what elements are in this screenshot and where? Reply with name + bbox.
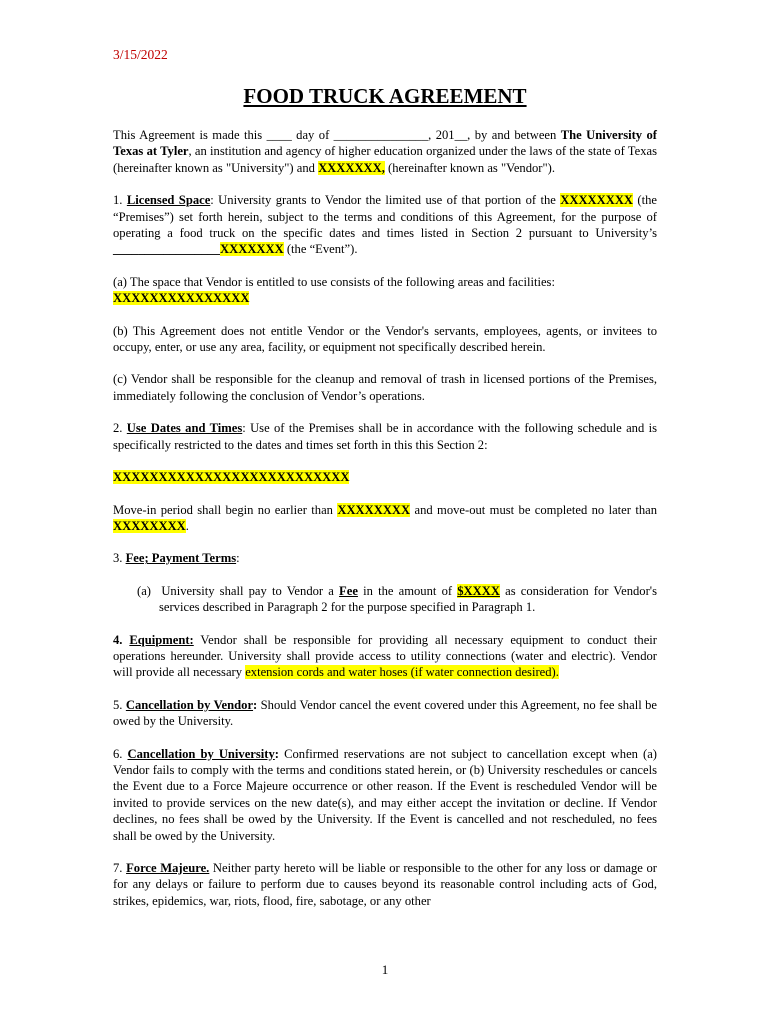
university-name: The University of Texas at Tyler xyxy=(113,128,657,159)
section-1a-text: (a) The space that Vendor is entitled to use consists of the following areas and facilities: xyxy=(113,274,555,289)
section-2-use-dates xyxy=(113,420,657,453)
section-1-text-2: (the “Premises”) set forth herein, subject to the terms and conditions of this Agreement, for the purpose of operating a food truck on the specific dates and times listed in Section 2 pursuant to University’s xyxy=(113,193,658,241)
section-7-number: 7. xyxy=(113,861,127,875)
section-3-fee xyxy=(113,550,657,566)
move-in-paragraph xyxy=(113,502,657,535)
section-4-equipment xyxy=(113,632,657,681)
intro-text-3: (hereinafter known as "Vendor"). xyxy=(384,160,555,175)
section-1-number: 1. xyxy=(113,193,127,208)
move-text-3: . xyxy=(185,518,189,533)
document-title: FOOD TRUCK AGREEMENT xyxy=(243,84,527,108)
document-date: 3/15/2022 xyxy=(113,47,168,62)
section-2-text: : Use of the Premises shall be in accordance with the following schedule and is specifically restricted to the dates and times set forth in this this Section 2: xyxy=(113,421,657,452)
section-1-heading: Licensed Space xyxy=(126,193,211,208)
move-in-placeholder: XXXXXXXX xyxy=(337,502,411,517)
section-5-heading: Cancellation by Vendor xyxy=(125,697,254,712)
section-6-heading: Cancellation by University xyxy=(127,746,275,761)
section-7-force-majeure xyxy=(113,860,657,909)
intro-text-1: This Agreement is made this ____ day of _______________, 201__, by and between xyxy=(113,128,561,142)
section-7-text: Neither party hereto will be liable or responsible to the other for any loss or damage or for any delays or failure to perform due to causes beyond its reasonable control including acts of God, strikes, epidemics, war, riots, flood, fire, sabotage, or any other xyxy=(113,861,657,908)
section-6-text: Confirmed reservations are not subject to cancellation except when (a) Vendor fails to comply with the terms and conditions stated herein, or (b) University reschedules or cancels the Event due to a Force Majeure occurrence or other reason. If the Event is rescheduled Vendor will be invited to provide services on the new date(s), and may either accept the invitation or decline. If Vendor declines, no fees shall be owed by the University. If the Event is cancelled and not rescheduled, no fees shall be owed by the University. xyxy=(113,746,657,843)
section-4-text: Vendor shall be responsible for providing all necessary equipment to conduct their operations hereunder. University shall provide access to utility connections (water and electric). Vendor will provide all necessary xyxy=(113,632,657,680)
move-text-1: Move-in period shall begin no earlier than xyxy=(113,502,338,517)
section-3-colon: : xyxy=(236,551,240,566)
section-3a-text-3: as consideration for Vendor's services described in Paragraph 2 for the purpose specified in Paragraph 1. xyxy=(159,583,657,615)
document-body xyxy=(113,127,657,925)
intro-paragraph xyxy=(113,127,657,176)
areas-placeholder: XXXXXXXXXXXXXXX xyxy=(113,291,250,306)
vendor-placeholder: XXXXXXX, xyxy=(318,160,385,175)
section-6-cancellation-university xyxy=(113,746,657,844)
section-3-number: 3. xyxy=(113,551,126,566)
schedule-paragraph xyxy=(113,469,657,485)
section-6-number: 6. xyxy=(113,746,128,761)
schedule-placeholder: XXXXXXXXXXXXXXXXXXXXXXXXXX xyxy=(113,470,350,485)
section-1b-paragraph: (b) This Agreement does not entitle Vendor or the Vendor's servants, employees, agents, or invitees to occupy, enter, or use any area, facility, or equipment not specifically described herein. xyxy=(113,323,657,355)
section-4-heading: Equipment: xyxy=(129,632,194,647)
section-5-number: 5. xyxy=(113,697,126,712)
fee-amount-placeholder: $XXXX xyxy=(457,583,500,598)
section-1-text-3: (the “Event”). xyxy=(283,242,358,257)
premises-placeholder: XXXXXXXX xyxy=(560,193,634,208)
section-5-cancellation-vendor xyxy=(113,697,657,730)
section-4-number: 4. xyxy=(113,632,130,647)
move-out-placeholder: XXXXXXXX xyxy=(113,518,186,533)
section-3a-text-1: (a) University shall pay to Vendor a xyxy=(137,583,340,598)
section-2-number: 2. xyxy=(113,421,127,436)
event-blank-line: _________________ xyxy=(113,242,221,257)
section-1a-paragraph xyxy=(113,274,657,307)
section-6-colon: : xyxy=(274,746,279,761)
section-2-heading: Use Dates and Times xyxy=(126,421,243,436)
section-1-text-1: : University grants to Vendor the limited use of that portion of the xyxy=(210,193,561,208)
section-3-heading: Fee; Payment Terms xyxy=(125,551,237,566)
move-text-2: and move-out must be completed no later than xyxy=(410,502,658,517)
section-5-text: Should Vendor cancel the event covered under this Agreement, no fee shall be owed by the University. xyxy=(113,697,657,729)
section-1c-paragraph: (c) Vendor shall be responsible for the cleanup and removal of trash in licensed portions of the Premises, immediately following the conclusion of Vendor’s operations. xyxy=(113,372,657,403)
intro-text-2: , an institution and agency of higher education organized under the laws of the state of Texas (hereinafter known as "University") and xyxy=(113,144,658,175)
section-3a-paragraph xyxy=(113,583,657,616)
section-1-licensed-space xyxy=(113,192,657,258)
section-3a-text-2: in the amount of xyxy=(357,583,458,598)
event-placeholder: XXXXXXX xyxy=(220,242,284,257)
page-number: 1 xyxy=(381,962,389,977)
section-7-heading: Force Majeure. xyxy=(126,861,210,875)
equipment-highlight: extension cords and water hoses (if water connection desired). xyxy=(245,665,559,680)
section-5-colon: : xyxy=(253,697,258,712)
fee-term: Fee xyxy=(339,583,358,598)
